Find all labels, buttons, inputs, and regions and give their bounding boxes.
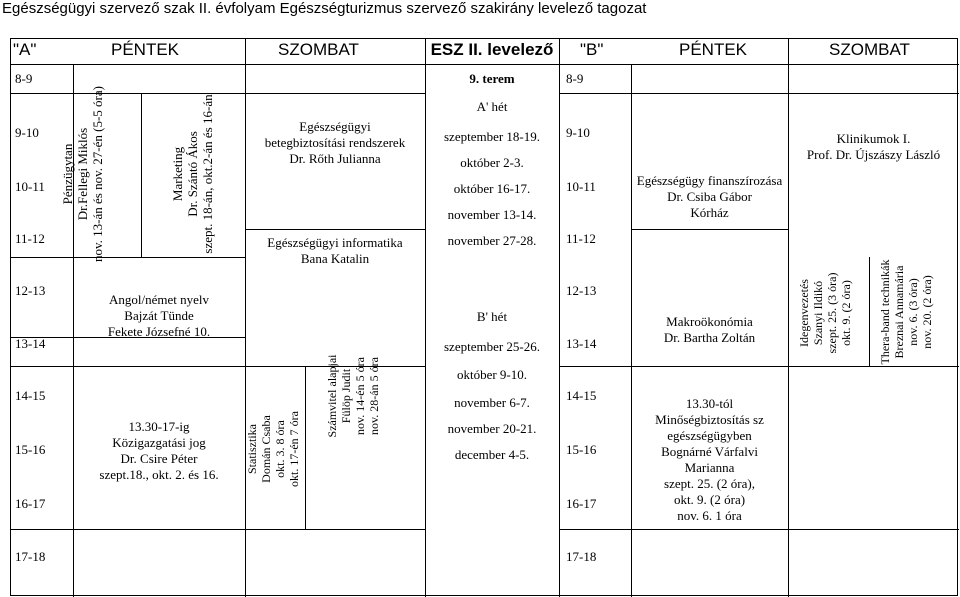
time-slot: 17-18 xyxy=(15,549,46,564)
day-pentek-a: PÉNTEK xyxy=(111,40,180,59)
timetable-grid xyxy=(10,38,958,596)
group-a-label: "A" xyxy=(13,40,37,59)
week-b-date: november 20-21. xyxy=(447,421,537,436)
page-title: Egészségügyi szervező szak II. évfolyam Egészségturizmus szervező szakirány levelező tagozat xyxy=(2,0,647,17)
day-szombat-b: SZOMBAT xyxy=(829,40,910,59)
time-slot: 12-13 xyxy=(566,283,597,298)
week-b-date: december 4-5. xyxy=(454,447,530,462)
time-slot: 13-14 xyxy=(15,336,46,351)
time-slot: 17-18 xyxy=(566,549,597,564)
course-makrookonomia: Makroökonómia Dr. Bartha Zoltán xyxy=(663,314,756,345)
col-divider xyxy=(869,257,870,366)
group-b-label: "B" xyxy=(580,40,604,59)
course-kozigazgatasi-jog: 13.30-17-ig Közigazgatási jog Dr. Csire Péter szept.18., okt. 2. és 16. xyxy=(99,419,219,482)
day-pentek-b: PÉNTEK xyxy=(679,40,748,59)
col-divider xyxy=(788,257,789,258)
header-divider xyxy=(11,64,959,65)
time-slot: 13-14 xyxy=(566,336,597,351)
col-divider xyxy=(305,366,306,529)
time-slot: 16-17 xyxy=(15,496,46,511)
time-slot: 14-15 xyxy=(566,388,597,403)
room-label: 9. terem xyxy=(469,71,515,86)
time-slot: 10-11 xyxy=(15,179,45,194)
course-thera-band: Thera-band technikák Breznai Annamária nov. 6. (3 óra) nov. 20. (2 óra) xyxy=(878,259,934,365)
week-a-date: november 13-14. xyxy=(447,207,537,222)
row-divider xyxy=(631,229,788,230)
course-minosegbiztositas: 13.30-tól Minőségbiztosítás sz egészségügyben Bognárné Várfalvi Marianna szept. 25. (2 óra), okt. 9. (2 óra) nov. 6. 1 óra xyxy=(655,396,764,523)
time-slot: 11-12 xyxy=(15,231,45,246)
course-statisztika: Statisztika Domán Csaba okt. 3. 8 óra okt. 17-én 7 óra xyxy=(245,411,301,487)
course-klinikumok: Klinikumok I. Prof. Dr. Újszászy László xyxy=(806,131,941,162)
course-szamvitel: Számvitel alapjai Fülöp Judit nov. 14-én 5 óra nov. 28-án 5 óra xyxy=(325,354,381,438)
row-divider xyxy=(559,366,788,367)
week-a-date: szeptember 18-19. xyxy=(443,129,541,144)
course-marketing: Marketing Dr. Szántó Ákos szept. 18-án, okt.2-án és 16-án xyxy=(170,94,215,254)
row-divider xyxy=(559,93,959,94)
time-slot: 12-13 xyxy=(15,283,46,298)
week-b-date: november 6-7. xyxy=(454,395,530,410)
week-b-date: október 9-10. xyxy=(456,367,528,382)
week-b-label: B' hét xyxy=(476,309,508,324)
week-a-date: október 2-3. xyxy=(460,155,524,170)
time-slot: 15-16 xyxy=(566,442,597,457)
col-divider xyxy=(559,39,560,597)
col-divider xyxy=(141,93,142,257)
time-slot: 16-17 xyxy=(566,496,597,511)
col-divider xyxy=(788,39,789,597)
time-slot: 9-10 xyxy=(15,125,39,140)
week-a-date: október 16-17. xyxy=(453,181,531,196)
course-informatika: Egészségügyi informatika Bana Katalin xyxy=(267,235,403,266)
time-slot: 8-9 xyxy=(566,71,584,86)
course-betegbiztositas: Egészségügyi betegbiztosítási rendszerek Dr. Rőth Julianna xyxy=(264,119,406,166)
row-divider xyxy=(245,229,425,230)
course-angol-nemet: Angol/német nyelv Bajzát Tünde Fekete Józsefné 10. xyxy=(107,292,211,339)
week-a-label: A' hét xyxy=(476,99,508,114)
week-b-date: szeptember 25-26. xyxy=(443,339,541,354)
day-szombat-a: SZOMBAT xyxy=(278,40,359,59)
time-slot: 14-15 xyxy=(15,388,46,403)
time-slot: 11-12 xyxy=(566,231,596,246)
course-penzugytan: Pénzügytan Dr.Fellegi Miklós nov. 13-án és nov. 27-én (5-5 óra) xyxy=(60,86,105,262)
col-divider xyxy=(631,64,632,597)
time-slot: 10-11 xyxy=(566,179,596,194)
row-divider xyxy=(559,529,959,530)
time-slot: 9-10 xyxy=(566,125,590,140)
esz-label: ESZ II. levelező xyxy=(430,40,554,59)
course-idegenvezetes: Idegenvezetés Szanyi Ildikó szept. 25. (3 óra) okt. 9. (2 óra) xyxy=(797,272,853,354)
time-slot: 8-9 xyxy=(15,71,33,86)
week-a-date: november 27-28. xyxy=(447,233,537,248)
time-slot: 15-16 xyxy=(15,442,46,457)
course-finanszirozas: Egészségügy finanszírozása Dr. Csiba Gábor Kórház xyxy=(636,173,783,220)
